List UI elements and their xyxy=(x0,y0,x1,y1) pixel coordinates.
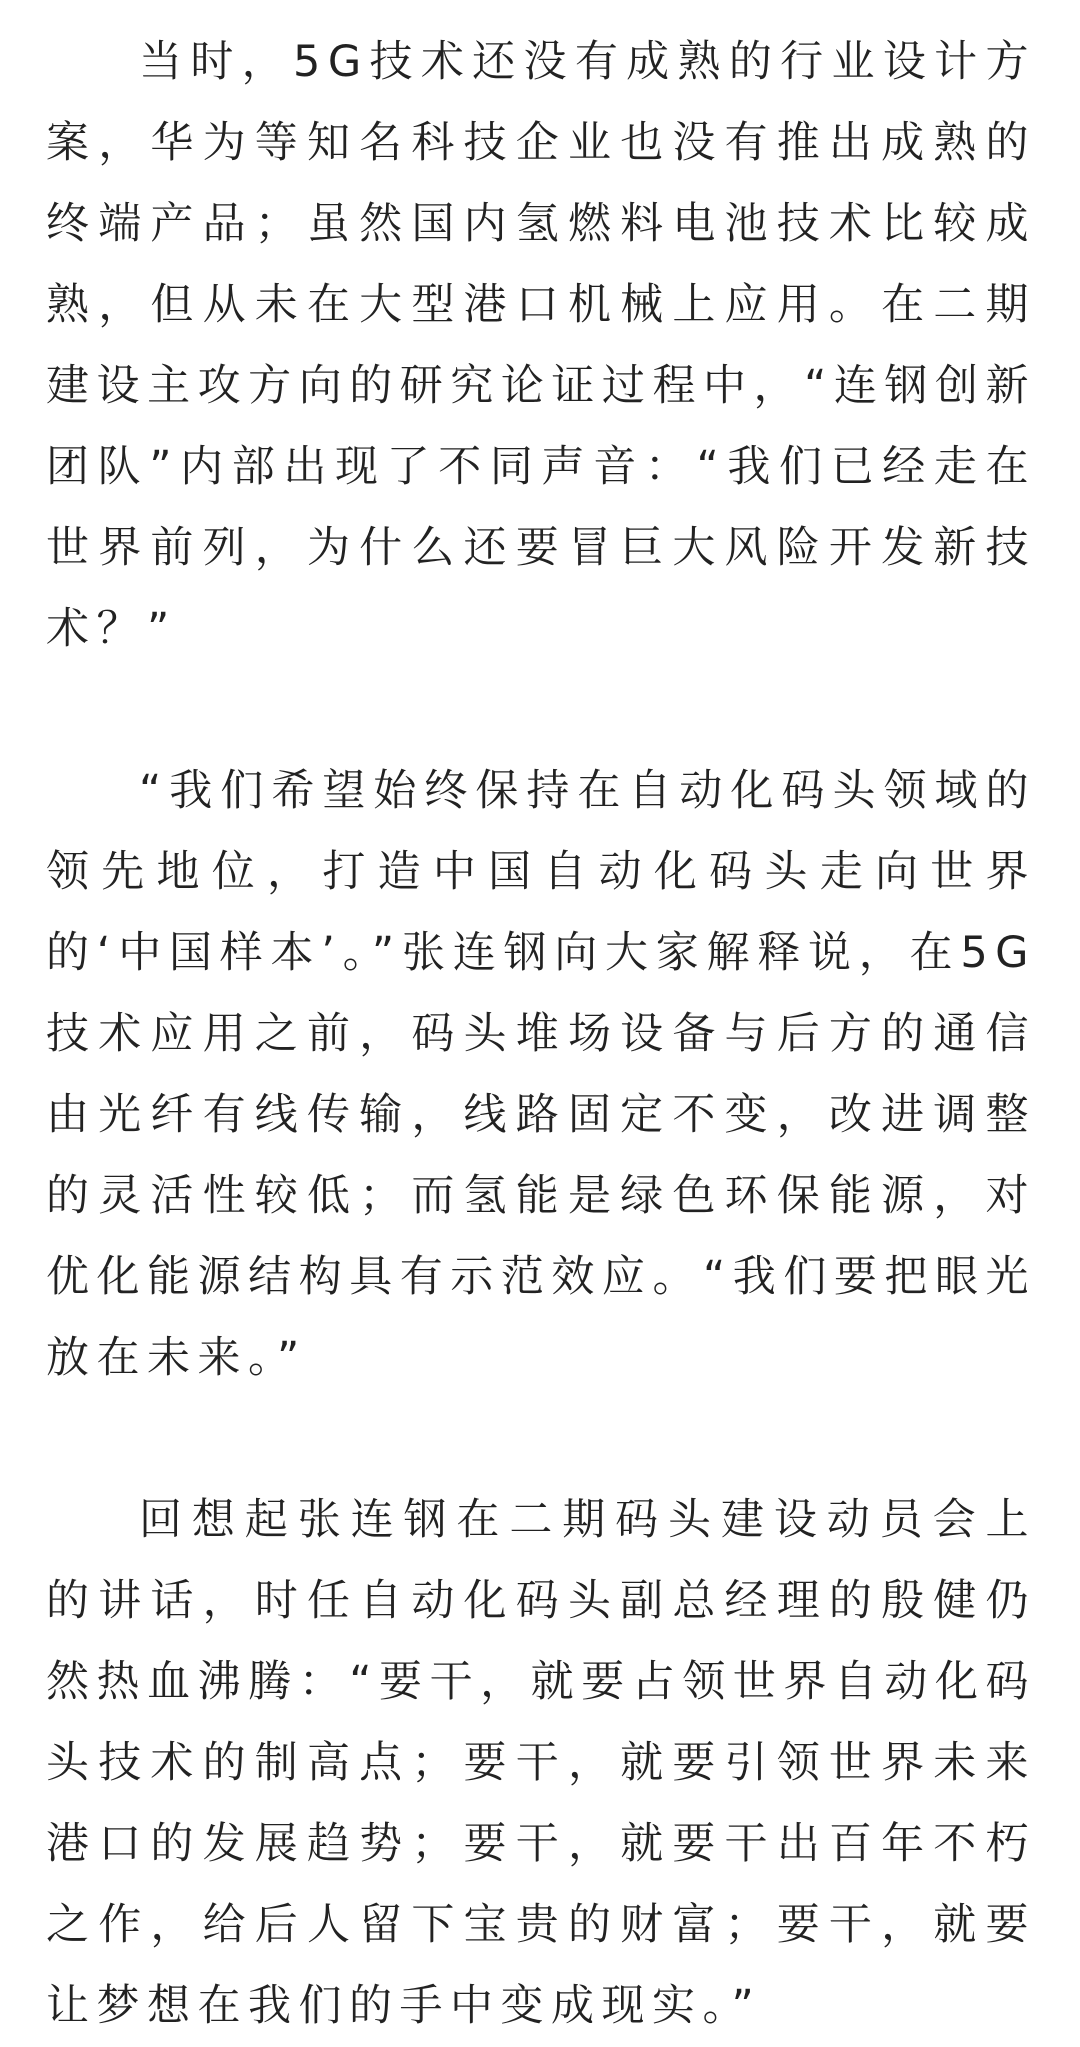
paragraph-2: “我们希望始终保持在自动化码头领域的领先地位，打造中国自动化码头走向世界的‘中国样本’。”张连钢向大家解释说，在5G技术应用之前，码头堆场设备与后方的通信由光纤有线传输，线路固定不变，改进调整的灵活性较低；而氢能是绿色环保能源，对优化能源结构具有示范效应。“我们要把眼光放在未来。” xyxy=(46,766,1036,1383)
paragraph-3: 回想起张连钢在二期码头建设动员会上的讲话，时任自动化码头副总经理的殷健仍然热血沸腾：“要干，就要占领世界自动化码头技术的制高点；要干，就要引领世界未来港口的发展趋势；要干，就要干出百年不朽之作，给后人留下宝贵的财富；要干，就要让梦想在我们的手中变成现实。” xyxy=(46,1495,1036,2031)
article-body xyxy=(46,0,1036,2047)
paragraph-1: 当时，5G技术还没有成熟的行业设计方案，华为等知名科技企业也没有推出成熟的终端产品；虽然国内氢燃料电池技术比较成熟，但从未在大型港口机械上应用。在二期建设主攻方向的研究论证过程中，“连钢创新团队”内部出现了不同声音：“我们已经走在世界前列，为什么还要冒巨大风险开发新技术？” xyxy=(46,37,1036,654)
